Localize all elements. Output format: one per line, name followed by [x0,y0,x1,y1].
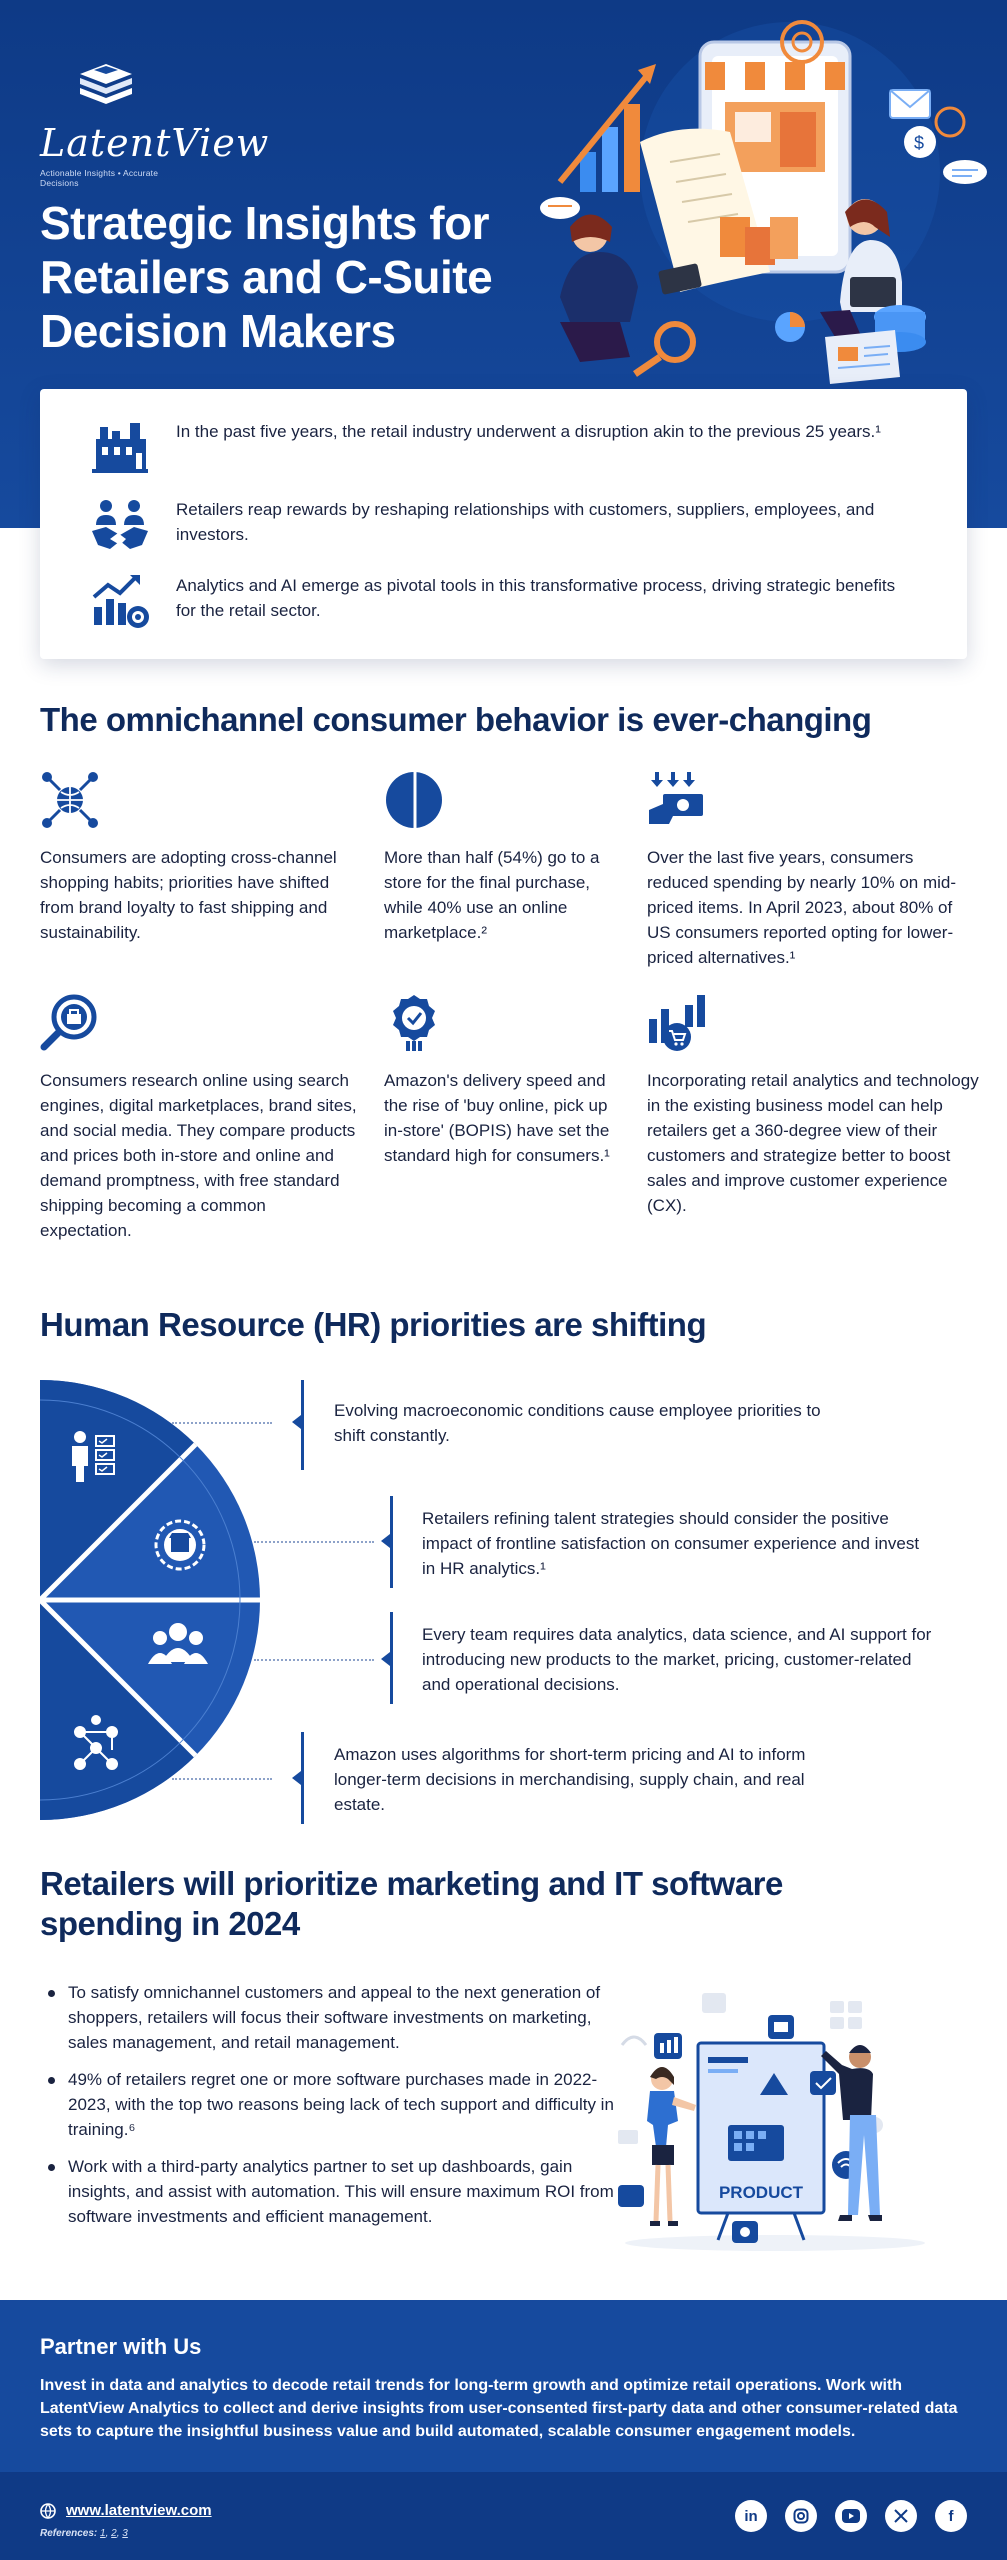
cube-logo-icon [76,62,136,112]
omni-text: More than half (54%) go to a store for the final purchase, while 40% use an online marketplace.² [384,848,600,942]
hr-text: Evolving macroeconomic conditions cause employee priorities to shift constantly. [334,1401,821,1445]
hr-pointer [292,1771,301,1785]
money-down-icon [647,770,707,830]
instagram-icon[interactable] [785,2500,817,2532]
intro-text: In the past five years, the retail industry underwent a disruption akin to the previous 25 years.¹ [176,422,881,441]
references: References: 1, 2, 3 [40,2528,128,2539]
hr-heading: Human Resource (HR) priorities are shifting [40,1306,707,1343]
hr-text: Every team requires data analytics, data science, and AI support for introducing new products to the market, pricing, customer-related and operational decisions. [422,1625,932,1694]
hr-quarter-wheel [0,1380,260,1820]
omni-text: Consumers are adopting cross-channel shopping habits; priorities have shifted from brand loyalty to fast shipping and sustainability. [40,848,337,942]
website-link[interactable] [40,2502,212,2519]
hr-divider [301,1380,304,1470]
page-title: Strategic Insights for Retailers and C-Suite Decision Makers [40,197,493,357]
website-url: www.latentview.com [66,2502,212,2519]
hr-text: Retailers refining talent strategies should consider the positive impact of frontline satisfaction on consumer experience and invest in HR analytics.¹ [422,1509,920,1578]
hr-connector [254,1659,374,1661]
brand-logo[interactable] [40,62,270,188]
software-bullet-list [40,1980,620,2241]
intro-text: Analytics and AI emerge as pivotal tools in this transformative process, driving strategic benefits for the retail sector. [176,576,896,620]
factory-icon [90,419,150,475]
partner-text: Invest in data and analytics to decode retail trends for long-term growth and optimize retail operations. Work with LatentView Analytics to collect and derive insights from user-consented first-party data and other consumer-related data sets to capture the insightful business value and build automated, scalable consumer engagement models. [40,2377,958,2440]
list-item: 49% of retailers regret one or more software purchases made in 2022-2023, with the top two reasons being lack of tech support and difficulty in training.⁶ [40,2067,620,2142]
hr-connector [172,1422,272,1424]
social-links [717,2500,967,2532]
omni-item-amazon-delivery [384,993,624,1168]
handshake-icon [90,497,150,553]
list-item: Work with a third-party analytics partner to set up dashboards, gain insights, and assist with automation. This will ensure maximum ROI from software investments and efficient management. [40,2154,620,2229]
hr-divider [390,1612,393,1704]
brand-tagline: Actionable Insights • Accurate Decisions [40,168,159,188]
intro-item-disruption [90,419,910,475]
partner-section [0,2300,1007,2472]
hr-connector [172,1778,272,1780]
omni-text: Incorporating retail analytics and technology in the existing business model can help retailers get a 360-degree view of their customers and strategize better to boost sales and improve customer experience (CX). [647,1071,979,1215]
badge-award-icon [384,993,444,1053]
partner-title: Partner with Us [40,2334,202,2359]
omni-item-research-online [40,993,360,1243]
reference-link-3[interactable]: 3 [122,2528,128,2539]
hr-priorities-section [0,1380,1007,1820]
omni-item-cross-channel [40,770,350,945]
omnichannel-heading: The omnichannel consumer behavior is ever-changing [40,701,872,738]
hr-divider [390,1496,393,1588]
youtube-icon[interactable] [835,2500,867,2532]
omni-text: Over the last five years, consumers reduced spending by nearly 10% on mid-priced items. In April 2023, about 80% of US consumers reported opting for lower-priced alternatives.¹ [647,848,957,967]
svg-text:$: $ [914,133,925,153]
hr-text: Amazon uses algorithms for short-term pricing and AI to inform longer-term decisions in merchandising, supply chain, and real estate. [334,1745,806,1814]
omni-item-retail-analytics [647,993,987,1218]
hr-pointer [292,1415,301,1429]
brand-name: LatentView [40,121,270,165]
software-heading: Retailers will prioritize marketing and IT software spending in 2024 [40,1865,783,1942]
search-research-icon [40,993,100,1053]
analytics-chart-icon [90,573,150,629]
product-label: PRODUCT [718,2183,804,2202]
intro-item-analytics [90,573,910,629]
globe-icon [40,2503,56,2519]
intro-text: Retailers reap rewards by reshaping relationships with customers, suppliers, employees, and investors. [176,500,875,544]
omni-item-store-vs-online [384,770,624,945]
omni-text: Consumers research online using search engines, digital marketplaces, brand sites, and social media. They compare products and prices both in-store and online and demand promptness, with free standard shipping becoming a common expectation. [40,1071,357,1240]
half-circle-icon [384,770,444,830]
reference-link-2[interactable]: 2 [111,2528,117,2539]
list-item: To satisfy omnichannel customers and appeal to the next generation of shoppers, retailers will focus their software investments on marketing, sales management, and retail management. [40,1980,620,2055]
intro-card [40,389,967,659]
linkedin-icon[interactable]: in [735,2500,767,2532]
hr-pointer [381,1534,390,1548]
hr-divider [301,1732,304,1824]
references-label: References: [40,2528,98,2539]
x-icon[interactable] [885,2500,917,2532]
facebook-icon[interactable]: f [935,2500,967,2532]
product-marketing-illustration [610,1985,940,2255]
bar-chart-cart-icon [647,993,707,1053]
reference-link-1[interactable]: 1 [100,2528,106,2539]
globe-network-icon [40,770,100,830]
omni-item-reduced-spending [647,770,977,970]
hr-pointer [381,1652,390,1666]
intro-item-relationships [90,497,910,553]
footer [0,2472,1007,2560]
hr-connector [254,1541,374,1543]
retail-analytics-illustration [520,12,990,392]
omni-text: Amazon's delivery speed and the rise of 'buy online, pick up in-store' (BOPIS) have set the standard high for consumers.¹ [384,1071,610,1165]
